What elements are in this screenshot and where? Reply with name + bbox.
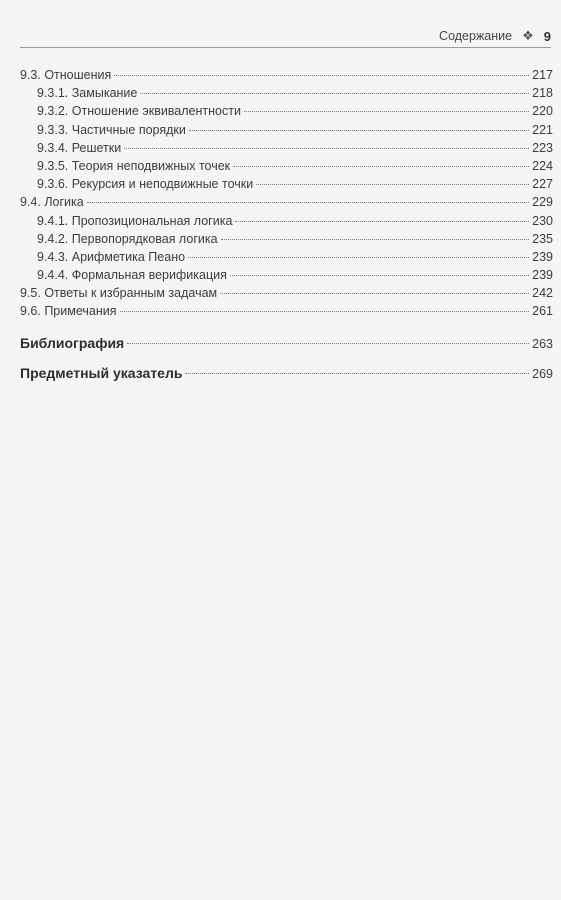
header-ornament: ❖ xyxy=(522,28,534,43)
dot-leader xyxy=(140,93,529,94)
dot-leader xyxy=(188,257,529,258)
toc-entry-page: 218 xyxy=(532,86,553,101)
dot-leader xyxy=(220,293,529,294)
toc-entry-label: 9.6. Примечания xyxy=(20,304,117,319)
dot-leader xyxy=(87,202,529,203)
dot-leader xyxy=(120,311,530,312)
toc-entry-label: 9.3.6. Рекурсия и неподвижные точки xyxy=(37,177,254,192)
toc-entry-label: 9.4.2. Первопорядковая логика xyxy=(37,231,218,246)
toc-entry-page: 261 xyxy=(532,304,553,319)
toc-entry-page: 239 xyxy=(532,249,553,264)
dot-leader xyxy=(221,239,530,240)
dot-leader xyxy=(124,148,529,149)
dot-leader xyxy=(235,221,529,222)
toc-entry-page: 220 xyxy=(532,104,553,119)
page-number: 9 xyxy=(543,28,551,44)
toc-entry-9-3-2[interactable] xyxy=(20,102,553,120)
toc-entry-label: 9.3.3. Частичные порядки xyxy=(37,122,186,137)
toc-entry-page: 223 xyxy=(532,140,553,155)
dot-leader xyxy=(233,166,529,167)
toc-entry-page: 217 xyxy=(532,68,553,82)
toc-chapter-label: Предметный указатель xyxy=(20,364,183,381)
dot-leader xyxy=(185,373,529,374)
toc-entry-9-4-2[interactable] xyxy=(20,230,553,248)
toc-chapter-label: Библиография xyxy=(20,334,125,351)
toc-entry-label: 9.3.5. Теория неподвижных точек xyxy=(37,158,231,173)
toc-entry-9-3-3[interactable] xyxy=(20,121,553,139)
header-title: Содержание xyxy=(439,29,513,43)
toc-entry-label: 9.3.2. Отношение эквивалентности xyxy=(37,104,241,119)
toc-entry-page: 230 xyxy=(532,213,553,228)
toc-entry-label: 9.4. Логика xyxy=(20,195,84,210)
toc-entry-9-6[interactable] xyxy=(20,302,553,320)
toc-entry-9-4-3[interactable] xyxy=(20,248,553,266)
toc-entry-9-3-4[interactable] xyxy=(20,139,553,157)
toc-chapter-bibliography[interactable] xyxy=(20,332,553,354)
toc-entry-label: 9.3.4. Решетки xyxy=(37,140,122,155)
toc-entry-page: 224 xyxy=(532,158,553,173)
toc-entry-9-4-1[interactable] xyxy=(20,212,553,230)
toc-chapter-page: 269 xyxy=(532,366,553,381)
toc-entry-label: 9.5. Ответы к избранным задачам xyxy=(20,286,218,301)
table-of-contents xyxy=(20,66,553,384)
running-header xyxy=(439,28,551,44)
toc-entry-9-3[interactable] xyxy=(20,66,553,84)
toc-entry-9-5[interactable] xyxy=(20,284,553,302)
toc-chapter-subject-index[interactable] xyxy=(20,362,553,384)
toc-chapter-page: 263 xyxy=(532,336,553,351)
dot-leader xyxy=(189,130,529,131)
dot-leader xyxy=(230,275,529,276)
toc-entry-page: 221 xyxy=(532,122,553,137)
toc-entry-label: 9.4.4. Формальная верификация xyxy=(37,268,227,283)
dot-leader xyxy=(114,75,529,76)
toc-entry-label: 9.4.1. Пропозициональная логика xyxy=(37,213,233,228)
dot-leader xyxy=(127,343,529,344)
toc-entry-page: 242 xyxy=(532,286,553,301)
toc-entry-page: 239 xyxy=(532,268,553,283)
toc-entry-page: 229 xyxy=(532,195,553,210)
toc-entry-label: 9.4.3. Арифметика Пеано xyxy=(37,249,186,264)
header-rule xyxy=(20,47,551,48)
toc-entry-label: 9.3. Отношения xyxy=(20,68,112,82)
toc-entry-label: 9.3.1. Замыкание xyxy=(37,86,138,101)
toc-entry-page: 227 xyxy=(532,177,553,192)
toc-entry-9-4-4[interactable] xyxy=(20,266,553,284)
toc-entry-9-3-6[interactable] xyxy=(20,175,553,193)
toc-entry-page: 235 xyxy=(532,231,553,246)
toc-entry-9-3-5[interactable] xyxy=(20,157,553,175)
dot-leader xyxy=(256,184,529,185)
dot-leader xyxy=(244,111,529,112)
toc-entry-9-3-1[interactable] xyxy=(20,84,553,102)
toc-entry-9-4[interactable] xyxy=(20,193,553,211)
